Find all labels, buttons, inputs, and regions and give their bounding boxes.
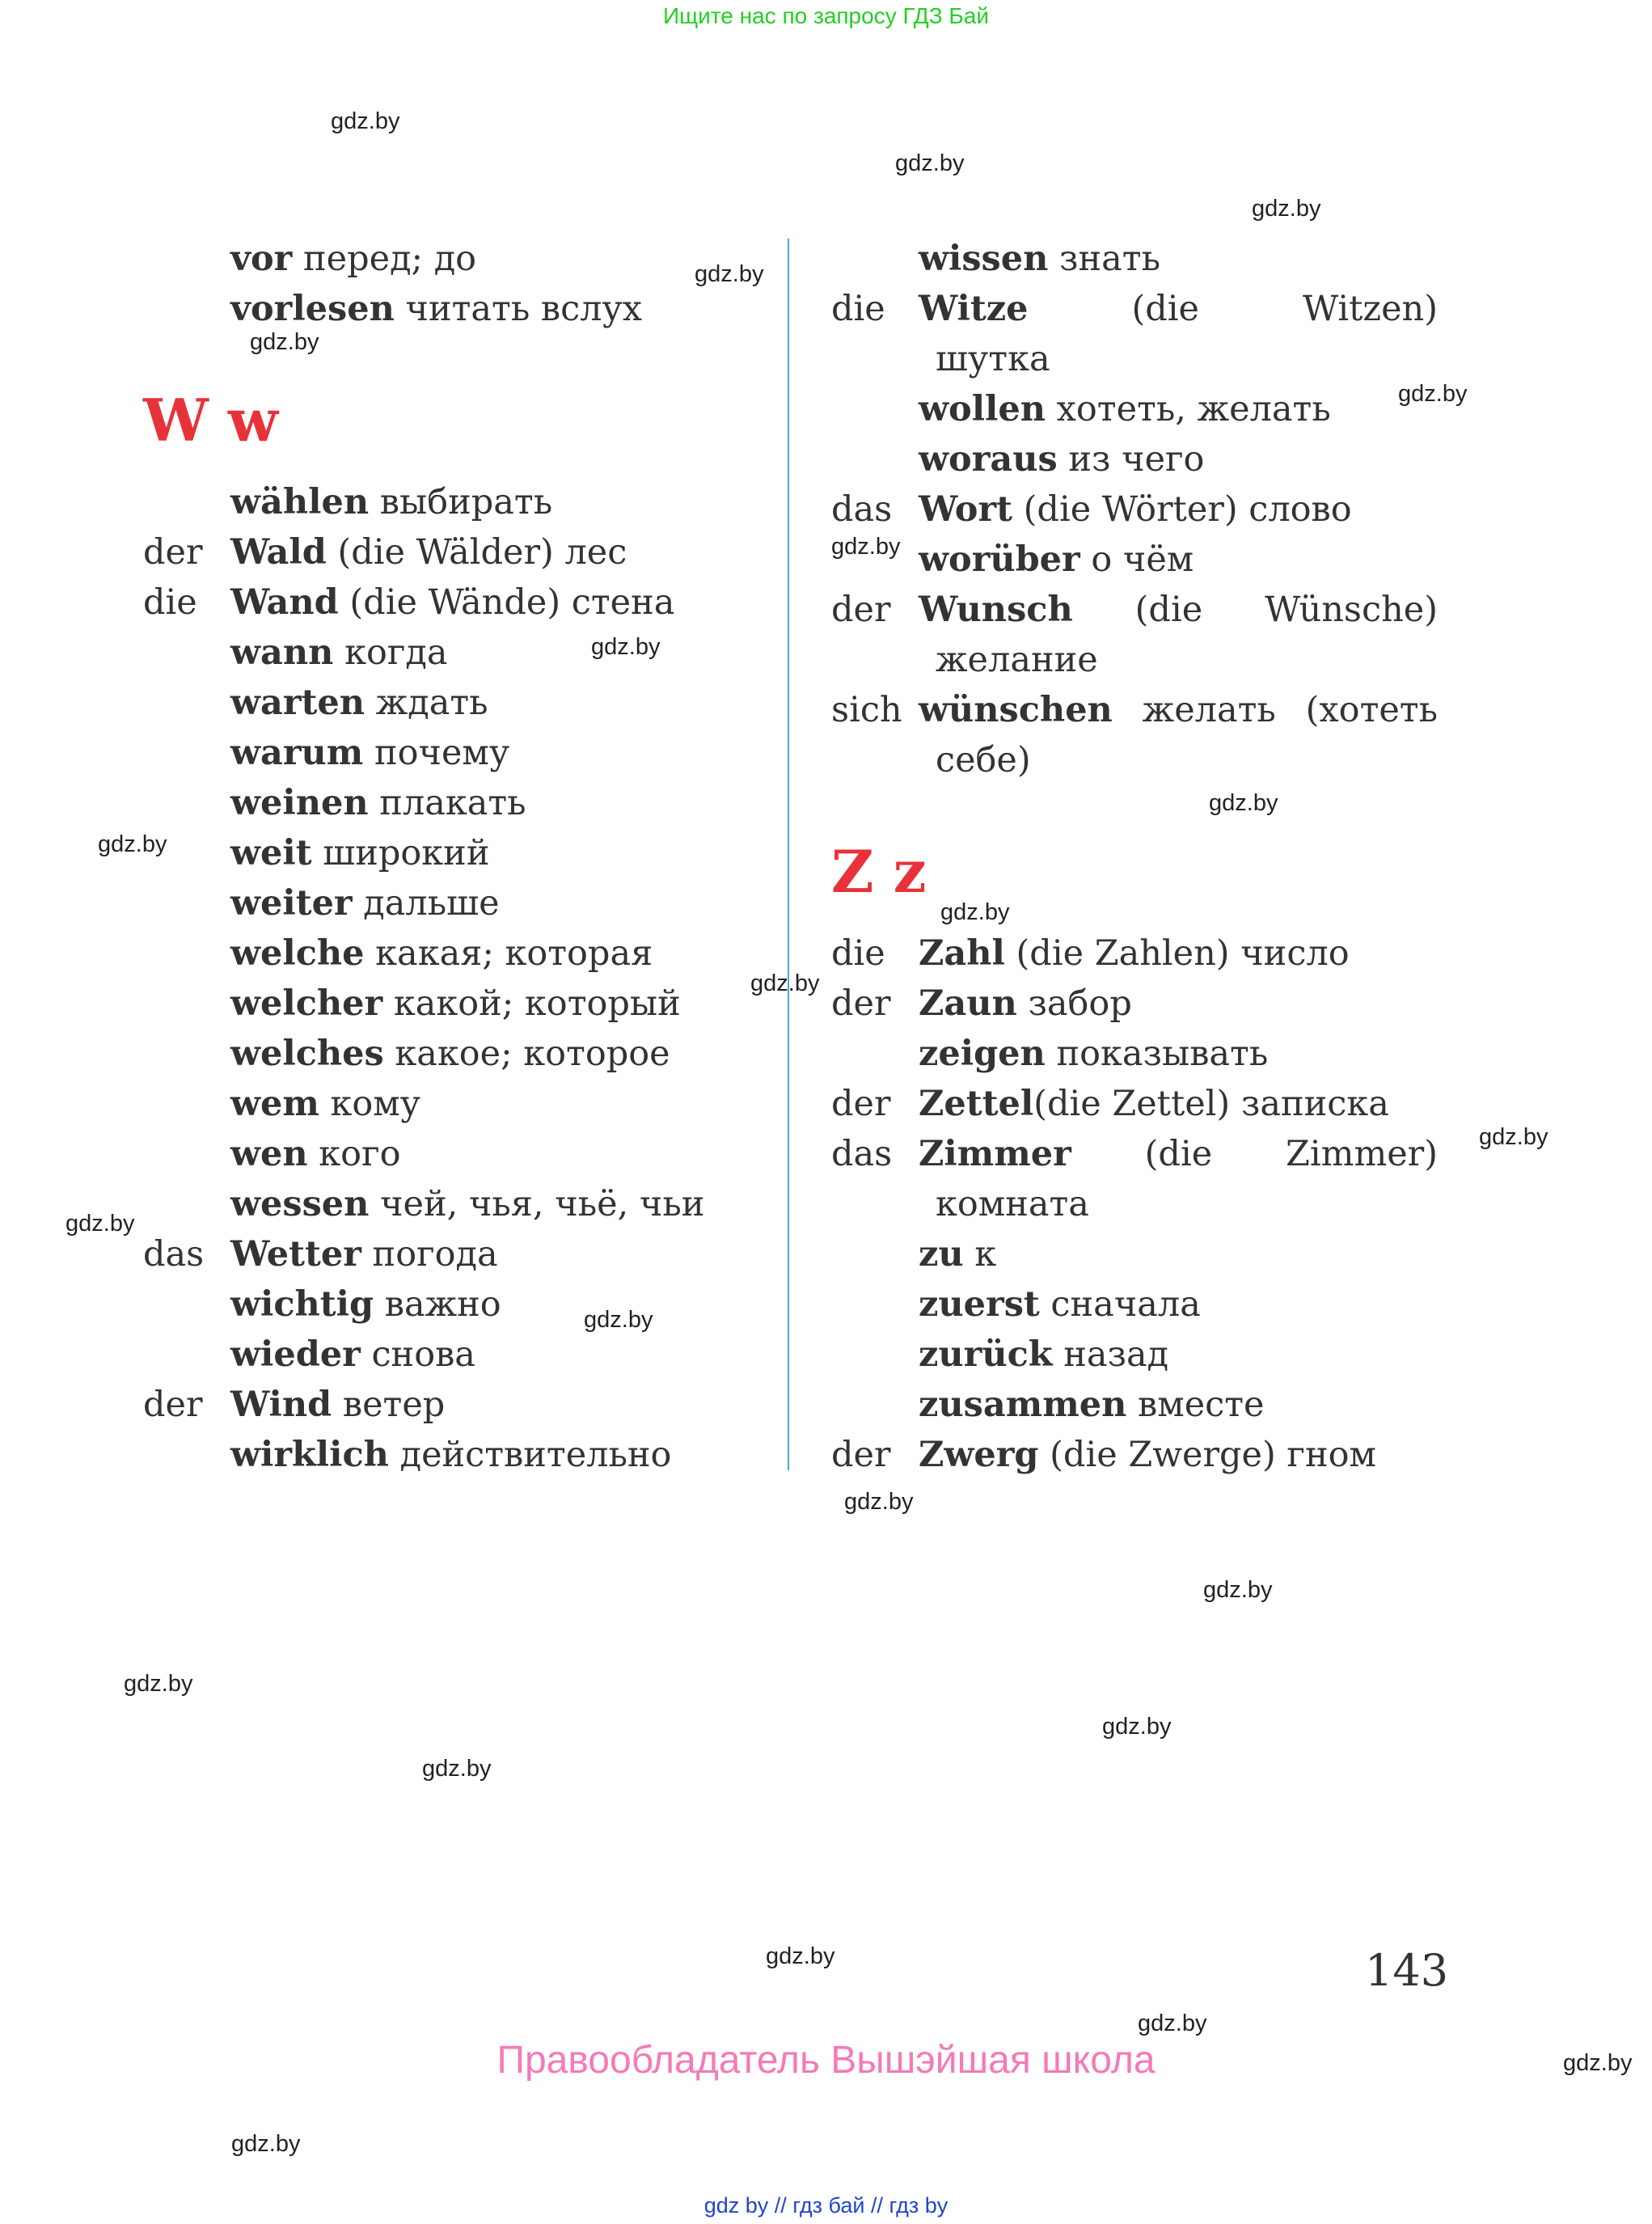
article: [143, 678, 230, 728]
entry-text: [919, 1229, 1438, 1279]
translation: (die Zettel) записка: [1033, 1084, 1389, 1124]
dictionary-entry: [143, 1029, 758, 1079]
dictionary-entry: [831, 1279, 1438, 1330]
entry-text: [230, 1279, 758, 1330]
article: der: [143, 1385, 203, 1425]
watermark: gdz.by: [750, 970, 820, 996]
translation: показывать: [1045, 1034, 1269, 1074]
article: [143, 979, 230, 1029]
dictionary-entry: [143, 234, 758, 284]
article: [143, 1029, 230, 1079]
watermark: gdz.by: [124, 1671, 193, 1697]
headword: zusammen: [919, 1385, 1127, 1425]
entry-text: [230, 477, 758, 527]
headword: warten: [230, 683, 365, 723]
headword: zuerst: [919, 1284, 1040, 1325]
search-banner[interactable]: Ищите нас по запросу ГДЗ Бай: [662, 3, 990, 28]
headword: welche: [230, 933, 365, 974]
dictionary-entry: [831, 685, 1438, 735]
entry-text: [230, 284, 758, 334]
watermark: gdz.by: [940, 899, 1010, 925]
headword: woraus: [919, 439, 1058, 480]
dictionary-entry: [831, 234, 1438, 284]
article: das: [143, 1234, 205, 1275]
entry-text: [230, 678, 758, 728]
headword: Wunsch: [919, 590, 1073, 630]
translation: широкий: [311, 833, 490, 873]
article: die: [831, 289, 885, 329]
translation: кого: [307, 1134, 401, 1174]
dictionary-entry: [143, 1330, 758, 1380]
article: [143, 1129, 230, 1179]
translation: читать вслух: [394, 289, 643, 329]
entry-text: [230, 234, 758, 284]
dictionary-entry: [143, 577, 758, 628]
entry-text: [230, 878, 758, 928]
dictionary-entry: [143, 778, 758, 828]
article: [143, 728, 230, 778]
dictionary-entry: [143, 828, 758, 878]
entry-text: [230, 628, 758, 678]
article: [143, 1179, 230, 1229]
headword: wann: [230, 632, 334, 673]
dictionary-entry: [831, 1430, 1438, 1480]
headword: Wald: [230, 532, 327, 573]
dictionary-entry: [831, 1229, 1438, 1279]
watermark: gdz.by: [1209, 790, 1278, 816]
article: der: [831, 590, 891, 630]
translation: (die Zwerge) гном: [1038, 1435, 1376, 1475]
headword: wünschen: [919, 690, 1113, 730]
dictionary-entry: [143, 1380, 758, 1430]
headword: Zimmer: [919, 1134, 1071, 1174]
watermark: gdz.by: [65, 1211, 135, 1237]
translation-continuation: себе): [936, 740, 1031, 780]
dictionary-entry: [143, 1229, 758, 1279]
watermark: gdz.by: [1138, 2010, 1207, 2036]
article: [831, 434, 919, 484]
dictionary-entry: [143, 678, 758, 728]
article: [143, 1279, 230, 1330]
headword: wessen: [230, 1184, 370, 1224]
entry-text: [230, 928, 758, 979]
column-divider: [788, 239, 789, 1470]
headword: wem: [230, 1084, 319, 1124]
translation: погода: [361, 1234, 498, 1275]
headword: weiter: [230, 883, 353, 924]
entry-text: [230, 979, 758, 1029]
entry-text: [230, 1430, 758, 1480]
article: [831, 1380, 919, 1430]
watermark: gdz.by: [1563, 2050, 1633, 2076]
article: der: [831, 1435, 891, 1475]
dictionary-entry: [143, 928, 758, 979]
translation-continuation: шутка: [936, 339, 1050, 379]
headword: weit: [230, 833, 312, 873]
translation: сначала: [1039, 1284, 1201, 1325]
dictionary-entry: [831, 1129, 1438, 1179]
dictionary-entry: [143, 979, 758, 1029]
header-upper: W: [143, 386, 209, 455]
entry-text: [919, 685, 1438, 735]
headword: wählen: [230, 482, 370, 522]
headword: Zettel: [919, 1084, 1034, 1124]
dictionary-entry: [143, 1179, 758, 1229]
header-lower: z: [893, 837, 927, 906]
entry-text: [230, 527, 758, 577]
site-links[interactable]: gdz by // гдз бай // гдз by: [703, 2193, 949, 2218]
dictionary-entry: [143, 477, 758, 527]
headword: welches: [230, 1034, 384, 1074]
watermark: gdz.by: [331, 108, 400, 134]
article: das: [831, 1134, 893, 1174]
headword: wissen: [919, 239, 1049, 279]
translation: о чём: [1080, 539, 1194, 580]
left-entries: [143, 477, 758, 1480]
dictionary-entry: [143, 527, 758, 577]
dictionary-entry: [143, 1279, 758, 1330]
translation: какой; который: [382, 983, 681, 1024]
translation: (die Wälder) лес: [326, 532, 627, 573]
translation: знать: [1048, 239, 1161, 279]
entry-text: [919, 1079, 1438, 1129]
translation: (die Wörter) слово: [1012, 489, 1352, 530]
watermark: gdz.by: [1479, 1124, 1548, 1150]
right-column: [831, 234, 1438, 1480]
entry-text: [919, 585, 1438, 635]
article: [143, 234, 230, 284]
article: [143, 1430, 230, 1480]
translation: чей, чья, чьё, чьи: [369, 1184, 705, 1224]
article: [831, 1229, 919, 1279]
translation: хотеть, желать: [1046, 389, 1331, 429]
dictionary-entry: [831, 928, 1438, 979]
headword: wollen: [919, 389, 1046, 429]
headword: vor: [230, 239, 293, 279]
entry-text: [230, 728, 758, 778]
translation: (die Witzen): [1028, 289, 1438, 329]
dictionary-entry: [143, 284, 758, 334]
translation: ждать: [365, 683, 488, 723]
headword: Wind: [230, 1385, 332, 1425]
translation: вместе: [1126, 1385, 1265, 1425]
entry-text: [919, 535, 1438, 585]
dictionary-entry: [143, 1129, 758, 1179]
watermark: gdz.by: [1398, 381, 1468, 407]
entry-text: [230, 778, 758, 828]
watermark: gdz.by: [584, 1307, 653, 1333]
headword: wichtig: [230, 1284, 374, 1325]
headword: wieder: [230, 1334, 361, 1375]
headword: wen: [230, 1134, 308, 1174]
translation: когда: [333, 632, 448, 673]
dictionary-entry: [143, 628, 758, 678]
translation: ветер: [332, 1385, 446, 1425]
headword: zurück: [919, 1334, 1053, 1375]
entry-text: [230, 1229, 758, 1279]
entry-text: [919, 1029, 1438, 1079]
translation: выбирать: [369, 482, 553, 522]
translation: желать (хотеть: [1112, 690, 1438, 730]
dictionary-entry: [143, 878, 758, 928]
dictionary-entry: [831, 1330, 1438, 1380]
watermark: gdz.by: [1203, 1577, 1273, 1603]
headword: zu: [919, 1234, 964, 1275]
letter-header-z: [831, 785, 1438, 928]
watermark: gdz.by: [844, 1489, 914, 1515]
entry-text: [230, 1029, 758, 1079]
left-pre-entries: [143, 234, 758, 334]
watermark: gdz.by: [422, 1756, 492, 1782]
translation: (die Wünsche): [1072, 590, 1438, 630]
entry-text: [230, 1179, 758, 1229]
article: sich: [831, 690, 902, 730]
dictionary-entry: [831, 585, 1438, 635]
entry-text: [919, 234, 1438, 284]
watermark: gdz.by: [1252, 196, 1321, 222]
entry-text: [919, 979, 1438, 1029]
dictionary-entry: [143, 728, 758, 778]
headword: Wetter: [230, 1234, 361, 1275]
entry-text: [919, 484, 1438, 535]
entry-text: [230, 1380, 758, 1430]
watermark: gdz.by: [1102, 1714, 1172, 1740]
right-entries: [831, 928, 1438, 1480]
translation: почему: [363, 733, 510, 773]
entry-text: [919, 1330, 1438, 1380]
headword: worüber: [919, 539, 1080, 580]
translation: к: [963, 1234, 997, 1275]
article: [143, 477, 230, 527]
article: [143, 928, 230, 979]
translation: важно: [374, 1284, 501, 1325]
entry-text: [230, 577, 758, 628]
article: [831, 1029, 919, 1079]
headword: welcher: [230, 983, 383, 1024]
headword: Zwerg: [919, 1435, 1039, 1475]
translation-continuation: желание: [936, 640, 1098, 680]
headword: Wort: [919, 489, 1012, 530]
article: [143, 628, 230, 678]
dictionary-entry: [831, 284, 1438, 334]
article: [831, 1330, 919, 1380]
article: der: [831, 983, 891, 1024]
header-lower: w: [227, 386, 278, 455]
article: der: [143, 532, 203, 573]
translation: действительно: [388, 1435, 672, 1475]
header-upper: Z: [831, 837, 874, 906]
watermark: gdz.by: [250, 329, 319, 355]
letter-header-w: [143, 334, 758, 477]
article: [831, 384, 919, 434]
headword: Wand: [230, 582, 339, 623]
translation: назад: [1052, 1334, 1169, 1375]
dictionary-entry: [143, 1430, 758, 1480]
copyright-footer: Правообладатель Вышэйшая школа: [496, 2039, 1156, 2082]
headword: Zahl: [919, 933, 1005, 974]
entry-text: [919, 284, 1438, 334]
right-pre-entries: [831, 234, 1438, 785]
entry-text: [919, 384, 1438, 434]
watermark: gdz.by: [766, 1943, 835, 1969]
entry-text: [919, 1129, 1438, 1179]
watermark: gdz.by: [695, 261, 764, 287]
article: [831, 234, 919, 284]
headword: Zaun: [919, 983, 1017, 1024]
entry-text: [230, 1330, 758, 1380]
article: [143, 878, 230, 928]
translation: (die Zimmer): [1071, 1134, 1438, 1174]
translation: кому: [319, 1084, 421, 1124]
entry-text: [919, 1279, 1438, 1330]
watermark: gdz.by: [231, 2131, 301, 2157]
entry-text: [230, 828, 758, 878]
article: [831, 1279, 919, 1330]
left-column: [143, 234, 758, 1480]
translation: перед; до: [292, 239, 477, 279]
article: [143, 778, 230, 828]
page-number: 143: [1365, 1945, 1449, 1996]
article: das: [831, 489, 893, 530]
dictionary-entry: [831, 1029, 1438, 1079]
dictionary-entry: [143, 1079, 758, 1129]
article: der: [831, 1084, 891, 1124]
dictionary-entry: [831, 1079, 1438, 1129]
entry-text: [919, 1380, 1438, 1430]
article: [143, 1330, 230, 1380]
translation: (die Zahlen) число: [1004, 933, 1350, 974]
dictionary-entry: [831, 384, 1438, 434]
translation: (die Wände) стена: [338, 582, 675, 623]
entry-text: [919, 928, 1438, 979]
translation: какое; которое: [383, 1034, 670, 1074]
entry-text: [919, 1430, 1438, 1480]
translation: какая; которая: [364, 933, 653, 974]
headword: weinen: [230, 783, 369, 823]
headword: vorlesen: [230, 289, 395, 329]
watermark: gdz.by: [831, 534, 901, 560]
article: [143, 1079, 230, 1129]
translation: снова: [360, 1334, 475, 1375]
article: [143, 284, 230, 334]
dictionary-entry: [831, 1380, 1438, 1430]
entry-text: [230, 1129, 758, 1179]
translation: дальше: [352, 883, 500, 924]
headword: zeigen: [919, 1034, 1046, 1074]
headword: wirklich: [230, 1435, 389, 1475]
translation: из чего: [1057, 439, 1205, 480]
headword: warum: [230, 733, 364, 773]
article: die: [143, 582, 197, 623]
dictionary-entry: [831, 484, 1438, 535]
entry-text: [230, 1079, 758, 1129]
dictionary-entry: [831, 979, 1438, 1029]
entry-text: [919, 434, 1438, 484]
translation: забор: [1016, 983, 1132, 1024]
translation-continuation: комната: [936, 1184, 1089, 1224]
headword: Witze: [919, 289, 1029, 329]
watermark: gdz.by: [98, 831, 167, 857]
dictionary-entry: [831, 535, 1438, 585]
watermark: gdz.by: [591, 634, 661, 660]
article: die: [831, 933, 885, 974]
translation: плакать: [368, 783, 526, 823]
dictionary-entry: [831, 434, 1438, 484]
watermark: gdz.by: [895, 150, 965, 176]
